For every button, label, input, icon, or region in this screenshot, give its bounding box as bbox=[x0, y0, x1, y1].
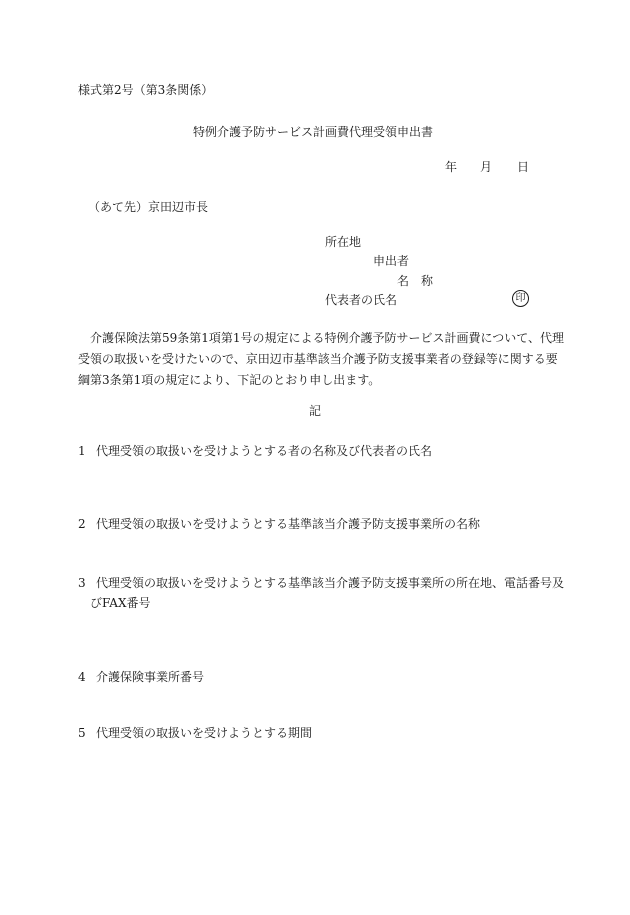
date-year-label: 年 bbox=[445, 160, 458, 174]
name-label-char-2: 称 bbox=[421, 274, 434, 288]
list-item bbox=[78, 727, 312, 739]
item-number: 1 bbox=[78, 444, 86, 458]
seal-mark: 印 bbox=[512, 290, 529, 307]
body-line: 受領の取扱いを受けたいので、京田辺市基準該当介護予防支援事業者の登録等に関する要 bbox=[78, 352, 558, 366]
item-text: 代理受領の取扱いを受けようとする者の名称及び代表者の氏名 bbox=[96, 444, 433, 458]
item-number: 4 bbox=[78, 670, 86, 684]
item-text: 介護保険事業所番号 bbox=[96, 670, 205, 684]
item-text: 代理受領の取扱いを受けようとする基準該当介護予防支援事業所の名称 bbox=[96, 517, 481, 531]
body-line: 綱第3条第1項の規定により、下記のとおり申し出ます。 bbox=[78, 373, 381, 387]
name-label-char-1: 名 bbox=[397, 274, 410, 288]
addressee: （あて先）京田辺市長 bbox=[88, 200, 209, 214]
list-item bbox=[78, 671, 204, 683]
item-number: 3 bbox=[78, 576, 86, 590]
item-number: 2 bbox=[78, 517, 86, 531]
address-label: 所在地 bbox=[325, 235, 362, 249]
list-item bbox=[78, 518, 480, 530]
body-line: 介護保険法第59条第1項第1号の規定による特例介護予防サービス計画費について、代理 bbox=[78, 331, 565, 345]
date-day-label: 日 bbox=[517, 160, 530, 174]
item-number: 5 bbox=[78, 726, 86, 740]
form-number: 様式第2号（第3条関係） bbox=[78, 83, 214, 97]
list-item bbox=[78, 445, 432, 457]
representative-name-label: 代表者の氏名 bbox=[325, 293, 398, 307]
item-text-continuation: びFAX番号 bbox=[90, 596, 151, 610]
applicant-label: 申出者 bbox=[373, 254, 410, 268]
ki-heading: 記 bbox=[309, 404, 322, 418]
body-paragraph bbox=[78, 328, 565, 391]
item-text: 代理受領の取扱いを受けようとする基準該当介護予防支援事業所の所在地、電話番号及 bbox=[96, 576, 565, 590]
list-item bbox=[78, 577, 564, 589]
document-title: 特例介護予防サービス計画費代理受領申出書 bbox=[193, 125, 434, 139]
item-text: 代理受領の取扱いを受けようとする期間 bbox=[96, 726, 313, 740]
date-month-label: 月 bbox=[480, 160, 493, 174]
